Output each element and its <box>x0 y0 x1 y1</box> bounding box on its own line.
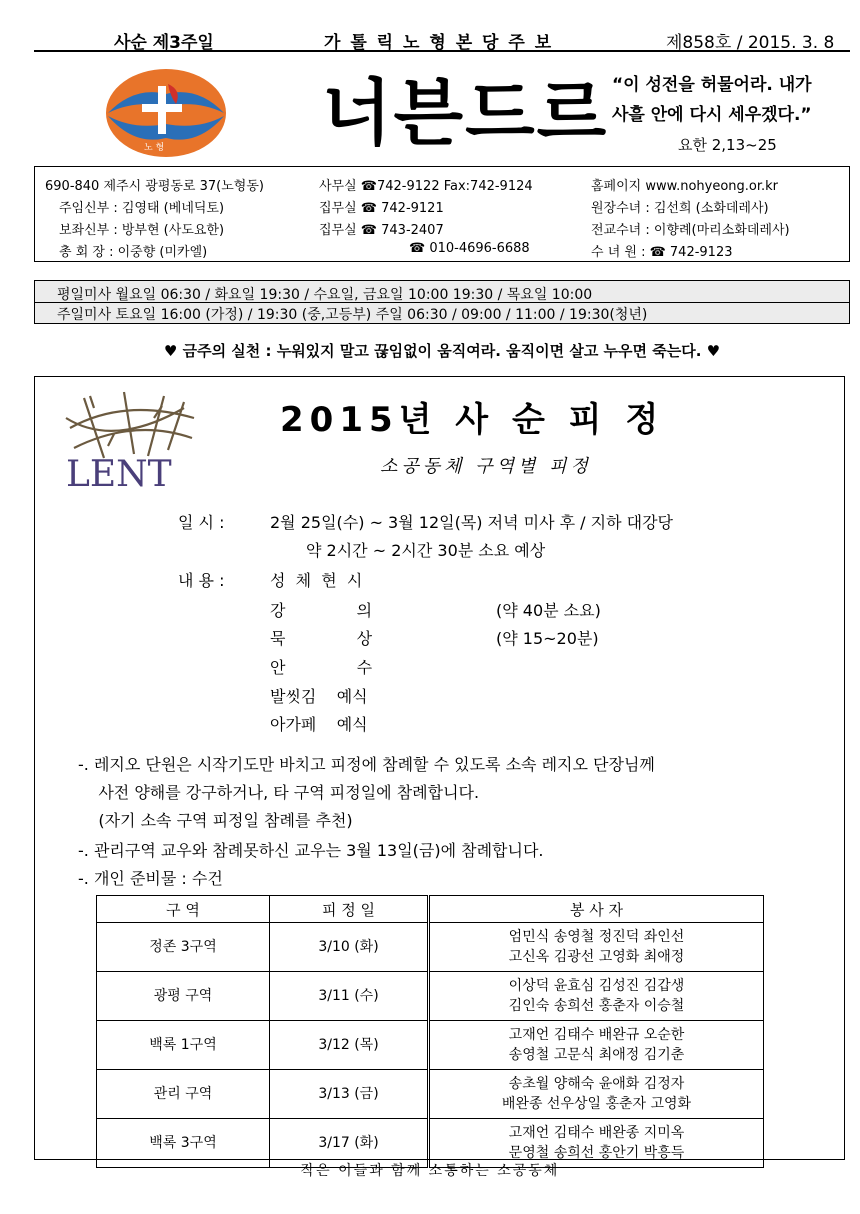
content-item-note: (약 15~20분) <box>496 629 599 648</box>
parish-info-box <box>34 166 850 262</box>
note-line: (자기 소속 구역 피정일 참례를 추천) <box>78 811 353 830</box>
liturgical-week: 사순 제3주일 <box>114 33 214 53</box>
pastor: 주임신부 : 김영태 (베네딕토) <box>59 201 225 216</box>
table-row <box>97 923 764 972</box>
district-cell: 백록 3구역 <box>97 1119 270 1168</box>
council-president: 총 회 장 : 이중향 (미카엘) <box>59 245 208 260</box>
bulletin-name: 가 톨 릭 노 형 본 당 주 보 <box>324 33 554 53</box>
district-cell: 정존 3구역 <box>97 923 270 972</box>
svg-text:LENT: LENT <box>66 454 172 488</box>
homepage: 홈페이지 www.nohyeong.or.kr <box>591 179 779 194</box>
issue-number: 제858호 / 2015. 3. 8 <box>666 33 835 53</box>
column-header: 봉 사 자 <box>429 896 764 923</box>
note-line: 사전 양해를 강구하거나, 타 구역 피정일에 참례합니다. <box>78 783 480 802</box>
note-line: -. 레지오 단원은 시작기도만 바치고 피정에 참례할 수 있도록 소속 레지오 단장님께 <box>78 755 655 774</box>
volunteers-cell: 송초월 양해숙 윤애화 김정자 배완종 선우상일 홍춘자 고영화 <box>429 1070 764 1119</box>
quote-line-2: 사흘 안에 다시 세우겠다.” <box>612 105 812 125</box>
content-item: 강 의 <box>270 601 373 620</box>
article-title: 2015년 사 순 피 정 <box>280 400 665 440</box>
table-row <box>97 1021 764 1070</box>
convent-phone: 수 녀 원 : ☎ 742-9123 <box>591 245 733 260</box>
scripture-quote <box>612 70 812 130</box>
parish-logo-icon <box>104 66 228 160</box>
date-value: 2월 25일(수) ~ 3월 12일(목) 저녁 미사 후 / 지하 대강당 <box>270 513 673 532</box>
top-header-bar <box>34 24 850 52</box>
newsletter-title: 너븐드르 <box>322 71 609 155</box>
volunteers-cell: 이상덕 윤효심 김성진 김갑생 김인숙 송희선 홍춘자 이승철 <box>429 972 764 1021</box>
mass-schedule-box <box>34 280 850 324</box>
office-phone: 사무실 ☎742-9122 Fax:742-9124 <box>319 179 533 194</box>
sunday-mass: 주일미사 토요일 16:00 (가정) / 19:30 (중,고등부) 주일 06:30 / 09:00 / 11:00 / 19:30(청년) <box>57 307 648 323</box>
weekday-mass: 평일미사 월요일 06:30 / 화요일 19:30 / 수요일, 금요일 10:00 19:30 / 목요일 10:00 <box>57 287 593 303</box>
district-cell: 백록 1구역 <box>97 1021 270 1070</box>
table-row <box>97 972 764 1021</box>
table-header-row <box>97 896 764 923</box>
assistant-priest: 보좌신부 : 방부현 (사도요한) <box>59 223 225 238</box>
table-row <box>97 1070 764 1119</box>
mission-sister: 전교수녀 : 이향례(마리소화데레사) <box>591 223 790 238</box>
date-cell: 3/13 (금) <box>270 1070 429 1119</box>
note-line: -. 개인 준비물 : 수건 <box>78 869 223 888</box>
district-cell: 관리 구역 <box>97 1070 270 1119</box>
content-item: 성 체 현 시 <box>270 571 363 590</box>
retreat-schedule-table <box>96 895 764 1168</box>
superior-sister: 원장수녀 : 김선희 (소화데레사) <box>591 201 769 216</box>
content-label: 내 용 : <box>178 571 225 590</box>
article-subtitle: 소공동체 구역별 피정 <box>380 456 592 477</box>
date-cell: 3/17 (화) <box>270 1119 429 1168</box>
date-cell: 3/12 (목) <box>270 1021 429 1070</box>
svg-text:노 형: 노 형 <box>144 143 165 153</box>
column-header: 피 정 일 <box>270 896 429 923</box>
weekly-practice: ♥ 금주의 실천 : 누워있지 말고 끊임없이 움직여라. 움직이면 살고 누우면 죽는다. ♥ <box>163 342 721 360</box>
volunteers-cell: 고재언 김태수 배완종 지미옥 문영철 송희선 홍안기 박흥득 <box>429 1119 764 1168</box>
content-item: 묵 상 <box>270 629 373 648</box>
content-item: 안 수 <box>270 658 373 677</box>
pastor-phone: 집무실 ☎ 742-9121 <box>319 201 444 216</box>
footer-slogan: 작은 이들과 함께 소통하는 소공동체 <box>300 1163 560 1179</box>
council-phone: ☎ 010-4696-6688 <box>409 241 530 256</box>
content-item: 아가페 예식 <box>270 715 368 734</box>
assistant-phone: 집무실 ☎ 743-2407 <box>319 223 444 238</box>
quote-reference: 요한 2,13~25 <box>678 136 777 154</box>
content-item-note: (약 40분 소요) <box>496 601 601 620</box>
district-cell: 광평 구역 <box>97 972 270 1021</box>
crown-of-thorns-icon <box>64 388 198 488</box>
address: 690-840 제주시 광평동로 37(노형동) <box>45 179 264 194</box>
quote-line-1: “이 성전을 허물어라. 내가 <box>612 75 812 95</box>
note-line: -. 관리구역 교우와 참례못하신 교우는 3월 13일(금)에 참례합니다. <box>78 841 544 860</box>
date-cell: 3/10 (화) <box>270 923 429 972</box>
content-item: 발씻김 예식 <box>270 687 368 706</box>
date-note: 약 2시간 ~ 2시간 30분 소요 예상 <box>306 541 546 560</box>
date-label: 일 시 : <box>178 513 225 532</box>
volunteers-cell: 고재언 김태수 배완규 오순한 송영철 고문식 최애정 김기춘 <box>429 1021 764 1070</box>
date-cell: 3/11 (수) <box>270 972 429 1021</box>
volunteers-cell: 엄민식 송영철 정진덕 좌인선 고신옥 김광선 고영화 최애정 <box>429 923 764 972</box>
column-header: 구 역 <box>97 896 270 923</box>
